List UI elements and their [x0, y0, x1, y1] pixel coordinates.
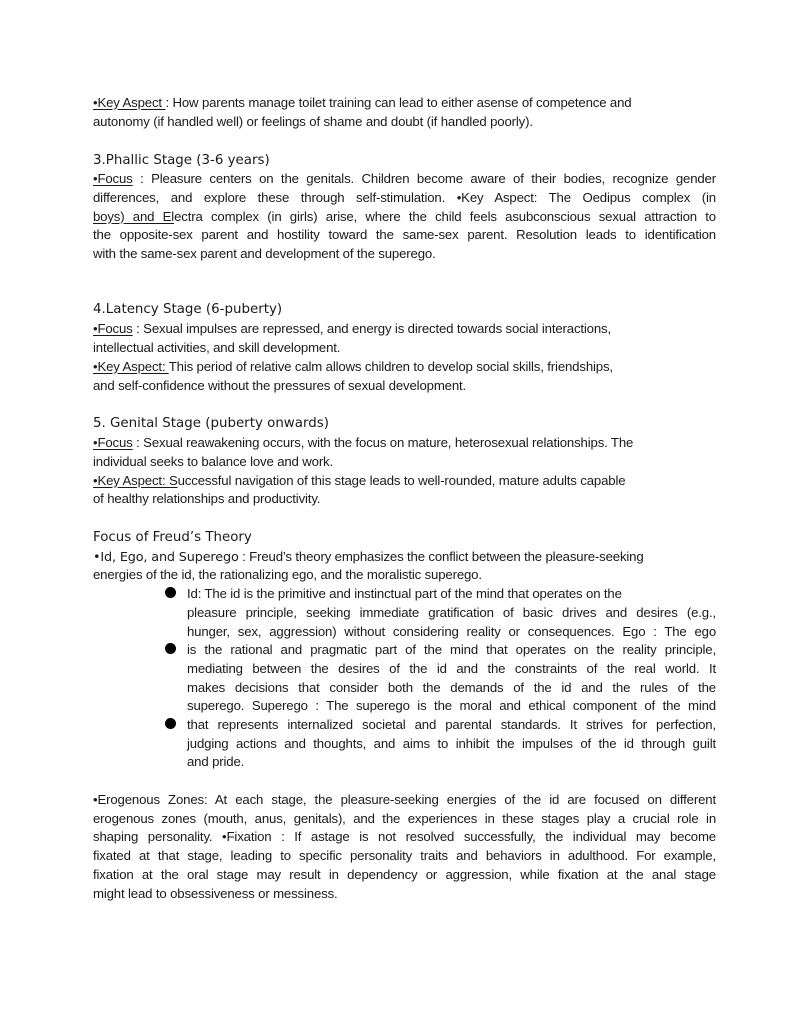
text-span: fixation at the oral stage may result in dependency or aggression, while fixation at the anal stage: [93, 866, 716, 882]
text-line: [93, 169, 716, 188]
text-line: [93, 547, 716, 566]
text-span: with the same-sex parent and development of the superego.: [93, 245, 436, 261]
text-span: fixated at that stage, leading to specific personality traits and behaviors in adulthood. For example,: [93, 847, 716, 863]
text-span: : Pleasure centers on the genitals. Children become aware of their bodies, recognize gender: [132, 170, 716, 186]
text-line: [187, 603, 716, 622]
text-span: mediating between the desires of the id and the constraints of the real world. It: [187, 660, 716, 676]
bullet-icon: [165, 718, 176, 729]
text-line: [187, 678, 716, 697]
underlined-label: •Focus: [93, 320, 133, 336]
text-span: Id: The id is the primitive and instinctual part of the mind that operates on the: [187, 585, 622, 601]
text-span: autonomy (if handled well) or feelings of shame and doubt (if handled poorly).: [93, 113, 533, 129]
text-line: [93, 790, 716, 809]
text-line: [93, 452, 716, 471]
text-span: energies of the id, the rationalizing ego, and the moralistic superego.: [93, 566, 482, 582]
text-line: [93, 376, 716, 395]
text-span: and self-confidence without the pressures of sexual development.: [93, 377, 467, 393]
text-span: 4.Latency Stage (6-puberty): [93, 301, 283, 317]
text-span: and pride.: [187, 753, 245, 769]
text-line: [93, 188, 716, 207]
text-span: is the rational and pragmatic part of the mind that operates on the reality principle,: [187, 641, 716, 657]
underlined-label: •Key Aspect:: [93, 358, 169, 374]
text-line: [93, 846, 716, 865]
text-span: judging actions and thoughts, and aims to inhibit the impulses of the id through guilt: [187, 735, 716, 751]
text-span: : Sexual reawakening occurs, with the focus on mature, heterosexual relationships. The: [132, 434, 634, 450]
text-span: Focus of Freud’s Theory: [93, 529, 252, 545]
text-span: erogenous zones (mouth, anus, genitals), and the experiences in these stages play a crucial role in: [93, 810, 716, 826]
text-line: [93, 112, 716, 131]
text-line: [93, 471, 716, 490]
text-line: [187, 752, 716, 771]
text-line: [93, 357, 716, 376]
underlined-label: •Focus: [93, 170, 133, 186]
text-span: This period of relative calm allows children to develop social skills, friendships,: [168, 358, 613, 374]
section-heading: [93, 300, 716, 319]
bullet-item-line: [187, 584, 716, 603]
text-span: pleasure principle, seeking immediate gratification of basic drives and desires (e.g.,: [187, 604, 716, 620]
text-line: [93, 244, 716, 263]
text-line: [93, 225, 716, 244]
text-line: [93, 827, 716, 846]
text-line: [93, 319, 716, 338]
underlined-label: •Focus: [93, 434, 133, 450]
text-line: [93, 865, 716, 884]
text-line: [187, 659, 716, 678]
text-span: of healthy relationships and productivity.: [93, 490, 321, 506]
text-line: [93, 207, 716, 226]
text-span: differences, and explore these through self-stimulation. •Key Aspect: The Oedipus complex (in: [93, 189, 716, 205]
text-span: individual seeks to balance love and work.: [93, 453, 334, 469]
text-span: superego. Superego : The superego is the moral and ethical component of the mind: [187, 697, 716, 713]
text-span: 5. Genital Stage (puberty onwards): [93, 415, 329, 431]
text-span: : How parents manage toilet training can lead to either asense of competence and: [165, 94, 632, 110]
text-span: might lead to obsessiveness or messiness.: [93, 885, 338, 901]
text-line: [93, 433, 716, 452]
text-line: [93, 884, 716, 903]
section-heading: [93, 151, 716, 170]
text-span: intellectual activities, and skill development.: [93, 339, 341, 355]
text-line: [187, 696, 716, 715]
bullet-item-line: [187, 715, 716, 734]
underlined-label: •Key Aspect: S: [93, 472, 178, 488]
text-line: [187, 734, 716, 753]
bullet-icon: [165, 587, 176, 598]
text-span: uccessful navigation of this stage leads to well-rounded, mature adults capable: [177, 472, 626, 488]
text-span: ectra complex (in girls) arise, where the child feels asubconscious sexual attraction to: [174, 208, 716, 224]
text-span: shaping personality. •Fixation : If astage is not resolved successfully, the individual may become: [93, 828, 716, 844]
section-heading: [93, 414, 716, 433]
text-span: : Freud’s theory emphasizes the conflict between the pleasure-seeking: [238, 548, 644, 564]
underlined-label: boys) and El: [93, 208, 175, 224]
text-span: 3.Phallic Stage (3-6 years): [93, 152, 270, 168]
text-line: [93, 338, 716, 357]
text-span: makes decisions that consider both the demands of the id and the rules of the: [187, 679, 716, 695]
text-span: the opposite-sex parent and hostility toward the same-sex parent. Resolution leads to identification: [93, 226, 716, 242]
bullet-item-line: [187, 640, 716, 659]
section-heading: [93, 528, 716, 547]
text-span: that represents internalized societal and parental standards. It strives for perfection,: [187, 716, 716, 732]
text-line: [187, 622, 716, 641]
text-span: hunger, sex, aggression) without considering reality or consequences. Ego : The ego: [187, 623, 716, 639]
bullet-icon: [165, 643, 176, 654]
text-span: : Sexual impulses are repressed, and energy is directed towards social interactions,: [132, 320, 612, 336]
text-span: •Erogenous Zones: At each stage, the pleasure-seeking energies of the id are focused on different: [93, 791, 716, 807]
underlined-label: •Key Aspect: [93, 94, 166, 110]
text-line: [93, 93, 716, 112]
text-line: [93, 809, 716, 828]
text-line: [93, 565, 716, 584]
text-line: [93, 489, 716, 508]
text-span: •Id, Ego, and Superego: [93, 549, 239, 565]
